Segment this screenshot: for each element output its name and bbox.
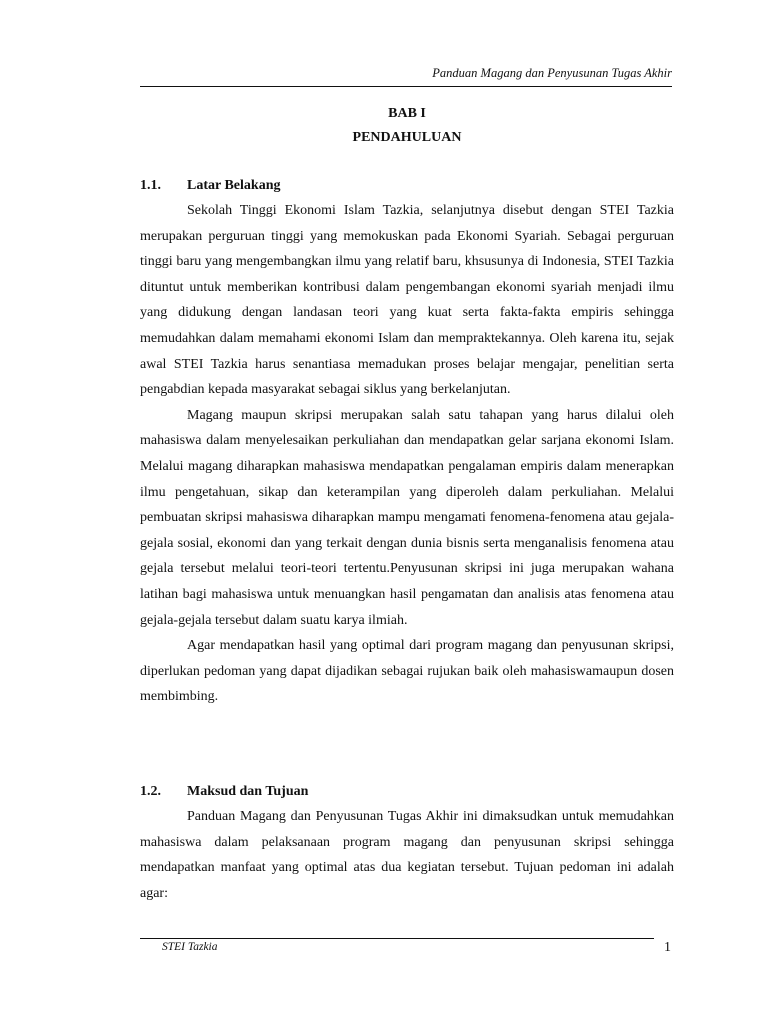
paragraph: Agar mendapatkan hasil yang optimal dari program magang dan penyusunan skripsi, diperlukan pedoman yang dapat dijadikan sebagai rujukan baik oleh mahasiswamaupun dosen membimbing. <box>140 638 674 705</box>
running-header: Panduan Magang dan Penyusunan Tugas Akhir <box>432 66 672 80</box>
paragraph: Panduan Magang dan Penyusunan Tugas Akhir ini dimaksudkan untuk memudahkan mahasiswa dalam pelaksanaan program magang dan penyusunan skripsi sehingga mendapatkan manfaat yang optimal atas dua kegiatan tersebut. Tujuan pedoman ini adalah agar: <box>140 809 674 901</box>
section-title: Maksud dan Tujuan <box>187 784 309 799</box>
section-heading-1-1 <box>140 178 280 194</box>
section-body-1-1 <box>140 198 674 710</box>
footer-institution: STEI Tazkia <box>162 941 218 953</box>
paragraph: Sekolah Tinggi Ekonomi Islam Tazkia, selanjutnya disebut dengan STEI Tazkia merupakan perguruan tinggi yang memokuskan pada Ekonomi Syariah. Sebagai perguruan tinggi baru yang mengembangkan ilmu yang relatif baru, khsusunya di Indonesia, STEI Tazkia dituntut untuk memberikan kontribusi dalam pengembangan ekonomi syariah menjadi ilmu yang didukung dengan landasan teori yang kuat serta fakta-fakta empiris sehingga memudahkan dalam memahami ekonomi Islam dan mempraktekannya. Oleh karena itu, sejak awal STEI Tazkia harus senantiasa memadukan proses belajar mengajar, penelitian serta pengabdian kepada masyarakat sebagai siklus yang berkelanjutan. <box>140 203 674 398</box>
section-title: Latar Belakang <box>187 178 281 193</box>
paragraph: Magang maupun skripsi merupakan salah satu tahapan yang harus dilalui oleh mahasiswa dalam menyelesaikan perkuliahan dan mendapatkan gelar sarjana ekonomi Islam. Melalui magang diharapkan mahasiswa mendapatkan pengalaman empiris dalam menerapkan ilmu pengetahuan, sikap dan keterampilan yang diperoleh dalam perkuliahan. Melalui pembuatan skripsi mahasiswa diharapkan mampu mengamati fenomena-fenomena atau gejala-gejala sosial, ekonomi dan yang terkait dengan dunia bisnis serta menganalisis fenomena atau gejala tersebut melalui teori-teori tertentu.Penyusunan skripsi ini juga merupakan wahana latihan bagi mahasiswa untuk menuangkan hasil pengamatan dan analisis atas fenomena atau gejala-gejala tersebut dalam suatu karya ilmiah. <box>140 407 674 628</box>
chapter-number: BAB I <box>388 106 426 121</box>
section-number: 1.2. <box>140 784 161 799</box>
section-number: 1.1. <box>140 178 161 193</box>
section-body-1-2 <box>140 804 674 906</box>
page-number: 1 <box>664 940 671 955</box>
footer-rule <box>140 938 654 939</box>
chapter-title: PENDAHULUAN <box>352 130 462 145</box>
section-heading-1-2 <box>140 784 308 800</box>
header-rule <box>140 86 672 87</box>
